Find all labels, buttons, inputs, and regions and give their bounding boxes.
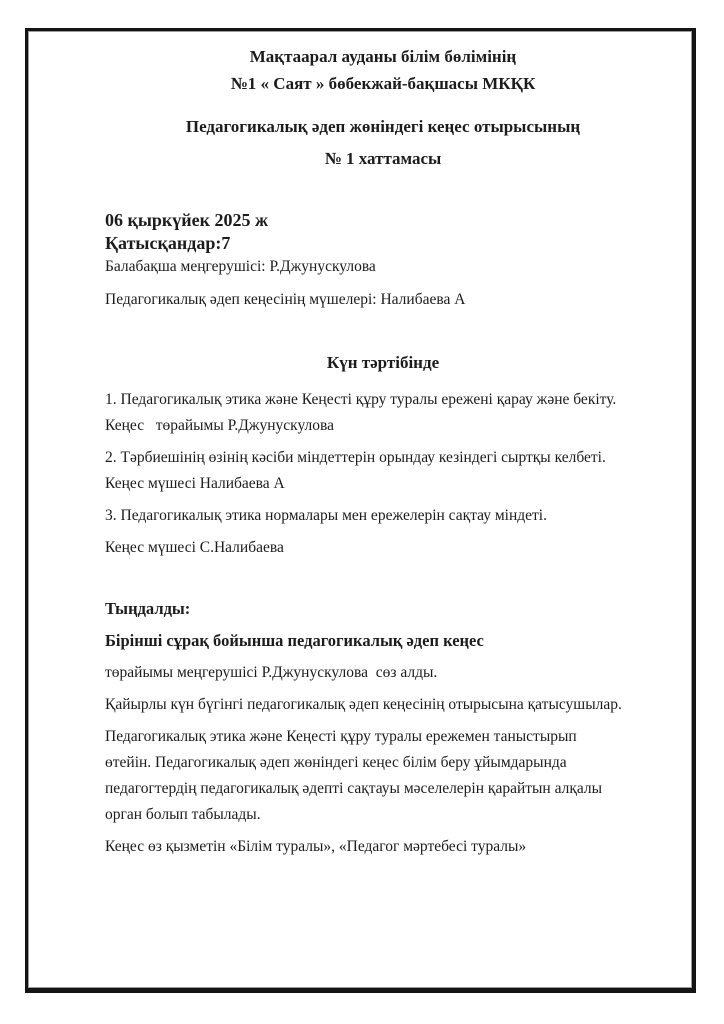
document-page: [28, 31, 692, 988]
greeting-line: Қайырлы күн бүгінгі педагогикалық әдеп кеңесінің отырысына қатысушылар.: [105, 696, 622, 713]
agenda-item-3-text: 3. Педагогикалық этика нормалары мен ережелерін сақтау міндеті.: [105, 507, 547, 524]
agenda-item-2-speaker: Кеңес мүшесі Налибаева А: [105, 475, 285, 492]
participants-count: Қатысқандар:7: [105, 233, 231, 253]
agenda-item-2: [105, 445, 661, 497]
heard-label: Тыңдалды:: [105, 599, 191, 618]
chair-speech-intro: төрайымы меңгерушісі Р.Джунускулова сөз алды.: [105, 664, 438, 681]
speech-line-4: орган болып табылады.: [105, 806, 261, 823]
first-question-heading: Бірінші сұрақ бойынша педагогикалық әдеп кеңес: [105, 631, 484, 650]
council-members: Педагогикалық әдеп кеңесінің мүшелері: Налибаева А: [105, 291, 466, 308]
closing-line: Кеңес өз қызметін «Білім туралы», «Педагог мәртебесі туралы»: [105, 838, 527, 855]
org-name-line2: №1 « Саят » бөбекжай-бақшасы МКҚК: [230, 74, 536, 93]
agenda-item-3-speaker: Кеңес мүшесі С.Налибаева: [105, 539, 284, 556]
agenda-item-1-speaker: Кеңес төрайымы Р.Джунускулова: [105, 417, 335, 434]
kindergarten-head: Балабақша меңгерушісі: Р.Джунускулова: [105, 258, 376, 275]
agenda-section: [105, 349, 661, 561]
meeting-date: 06 қыркүйек 2025 ж: [105, 210, 269, 230]
agenda-item-2-text: 2. Тәрбиешінің өзінің кәсіби міндеттерін орындау кезіндегі сыртқы келбеті.: [105, 449, 606, 466]
document-page-border: [25, 28, 696, 993]
document-header: [105, 43, 661, 172]
meeting-meta: [105, 209, 661, 313]
meeting-title: Педагогикалық әдеп жөніндегі кеңес отырысының: [185, 117, 581, 136]
speech-line-1: Педагогикалық этика және Кеңесті құру туралы ережемен таныстырып: [105, 728, 577, 745]
chair-speech-paragraph: [105, 724, 661, 828]
speech-line-2: өтейін. Педагогикалық әдеп жөніндегі кеңес білім беру ұйымдарында: [105, 754, 567, 771]
agenda-heading: Күн тәртібінде: [326, 353, 440, 372]
speech-line-3: педагогтердің педагогикалық әдепті сақтауы мәселелерін қарайтын алқалы: [105, 780, 603, 797]
org-name-line1: Мақтаарал ауданы білім бөлімінің: [249, 47, 517, 66]
protocol-number: № 1 хаттамасы: [324, 149, 442, 168]
minutes-section: [105, 596, 661, 860]
agenda-item-1-text: 1. Педагогикалық этика және Кеңесті құру туралы ережені қарау және бекіту.: [105, 391, 617, 408]
agenda-item-1: [105, 387, 661, 439]
